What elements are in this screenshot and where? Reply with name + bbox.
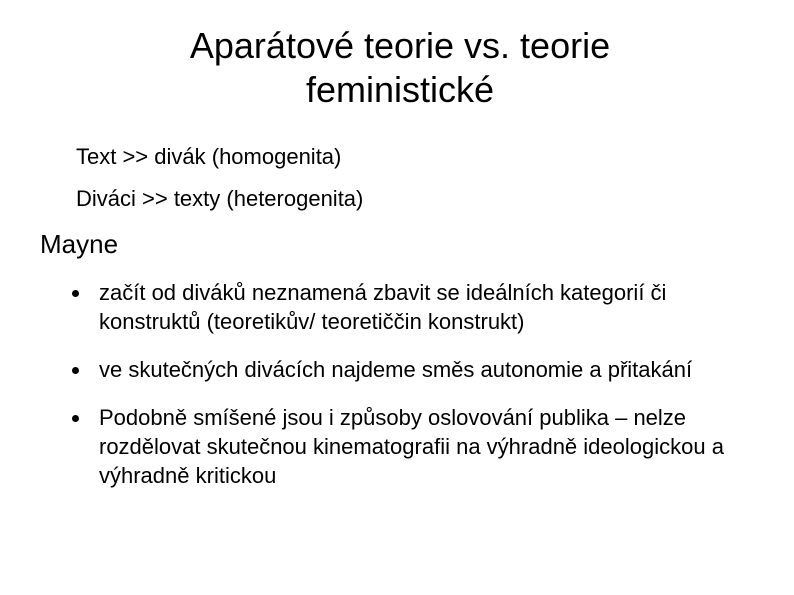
bullet-item-3: [72, 403, 762, 490]
section-heading-mayne: Mayne: [40, 229, 119, 259]
bullet-item-1: [72, 278, 762, 336]
bullet-text-3: Podobně smíšené jsou i způsoby oslovování publika – nelze rozdělovat skutečnou kinematografii na výhradně ideologickou a výhradně kritickou: [99, 405, 724, 488]
bullet-text-1: začít od diváků neznamená zbavit se ideálních kategorií či konstruktů (teoretikův/ teoretiččin konstrukt): [99, 280, 667, 334]
bullet-item-2: [72, 355, 762, 384]
slide-title-line-2: feministické: [305, 69, 495, 110]
intro-line-viewers-to-texts: Diváci >> texty (heterogenita): [76, 186, 364, 211]
bullet-dot-icon: [72, 290, 79, 297]
slide-title-line-1: Aparátové teorie vs. teorie: [189, 25, 611, 66]
bullet-list: [72, 278, 762, 509]
slide-title: [100, 24, 700, 112]
intro-line-text-to-viewer: Text >> divák (homogenita): [76, 144, 342, 169]
bullet-text-2: ve skutečných divácích najdeme směs autonomie a přitakání: [99, 357, 693, 382]
bullet-dot-icon: [72, 367, 79, 374]
bullet-dot-icon: [72, 415, 79, 422]
